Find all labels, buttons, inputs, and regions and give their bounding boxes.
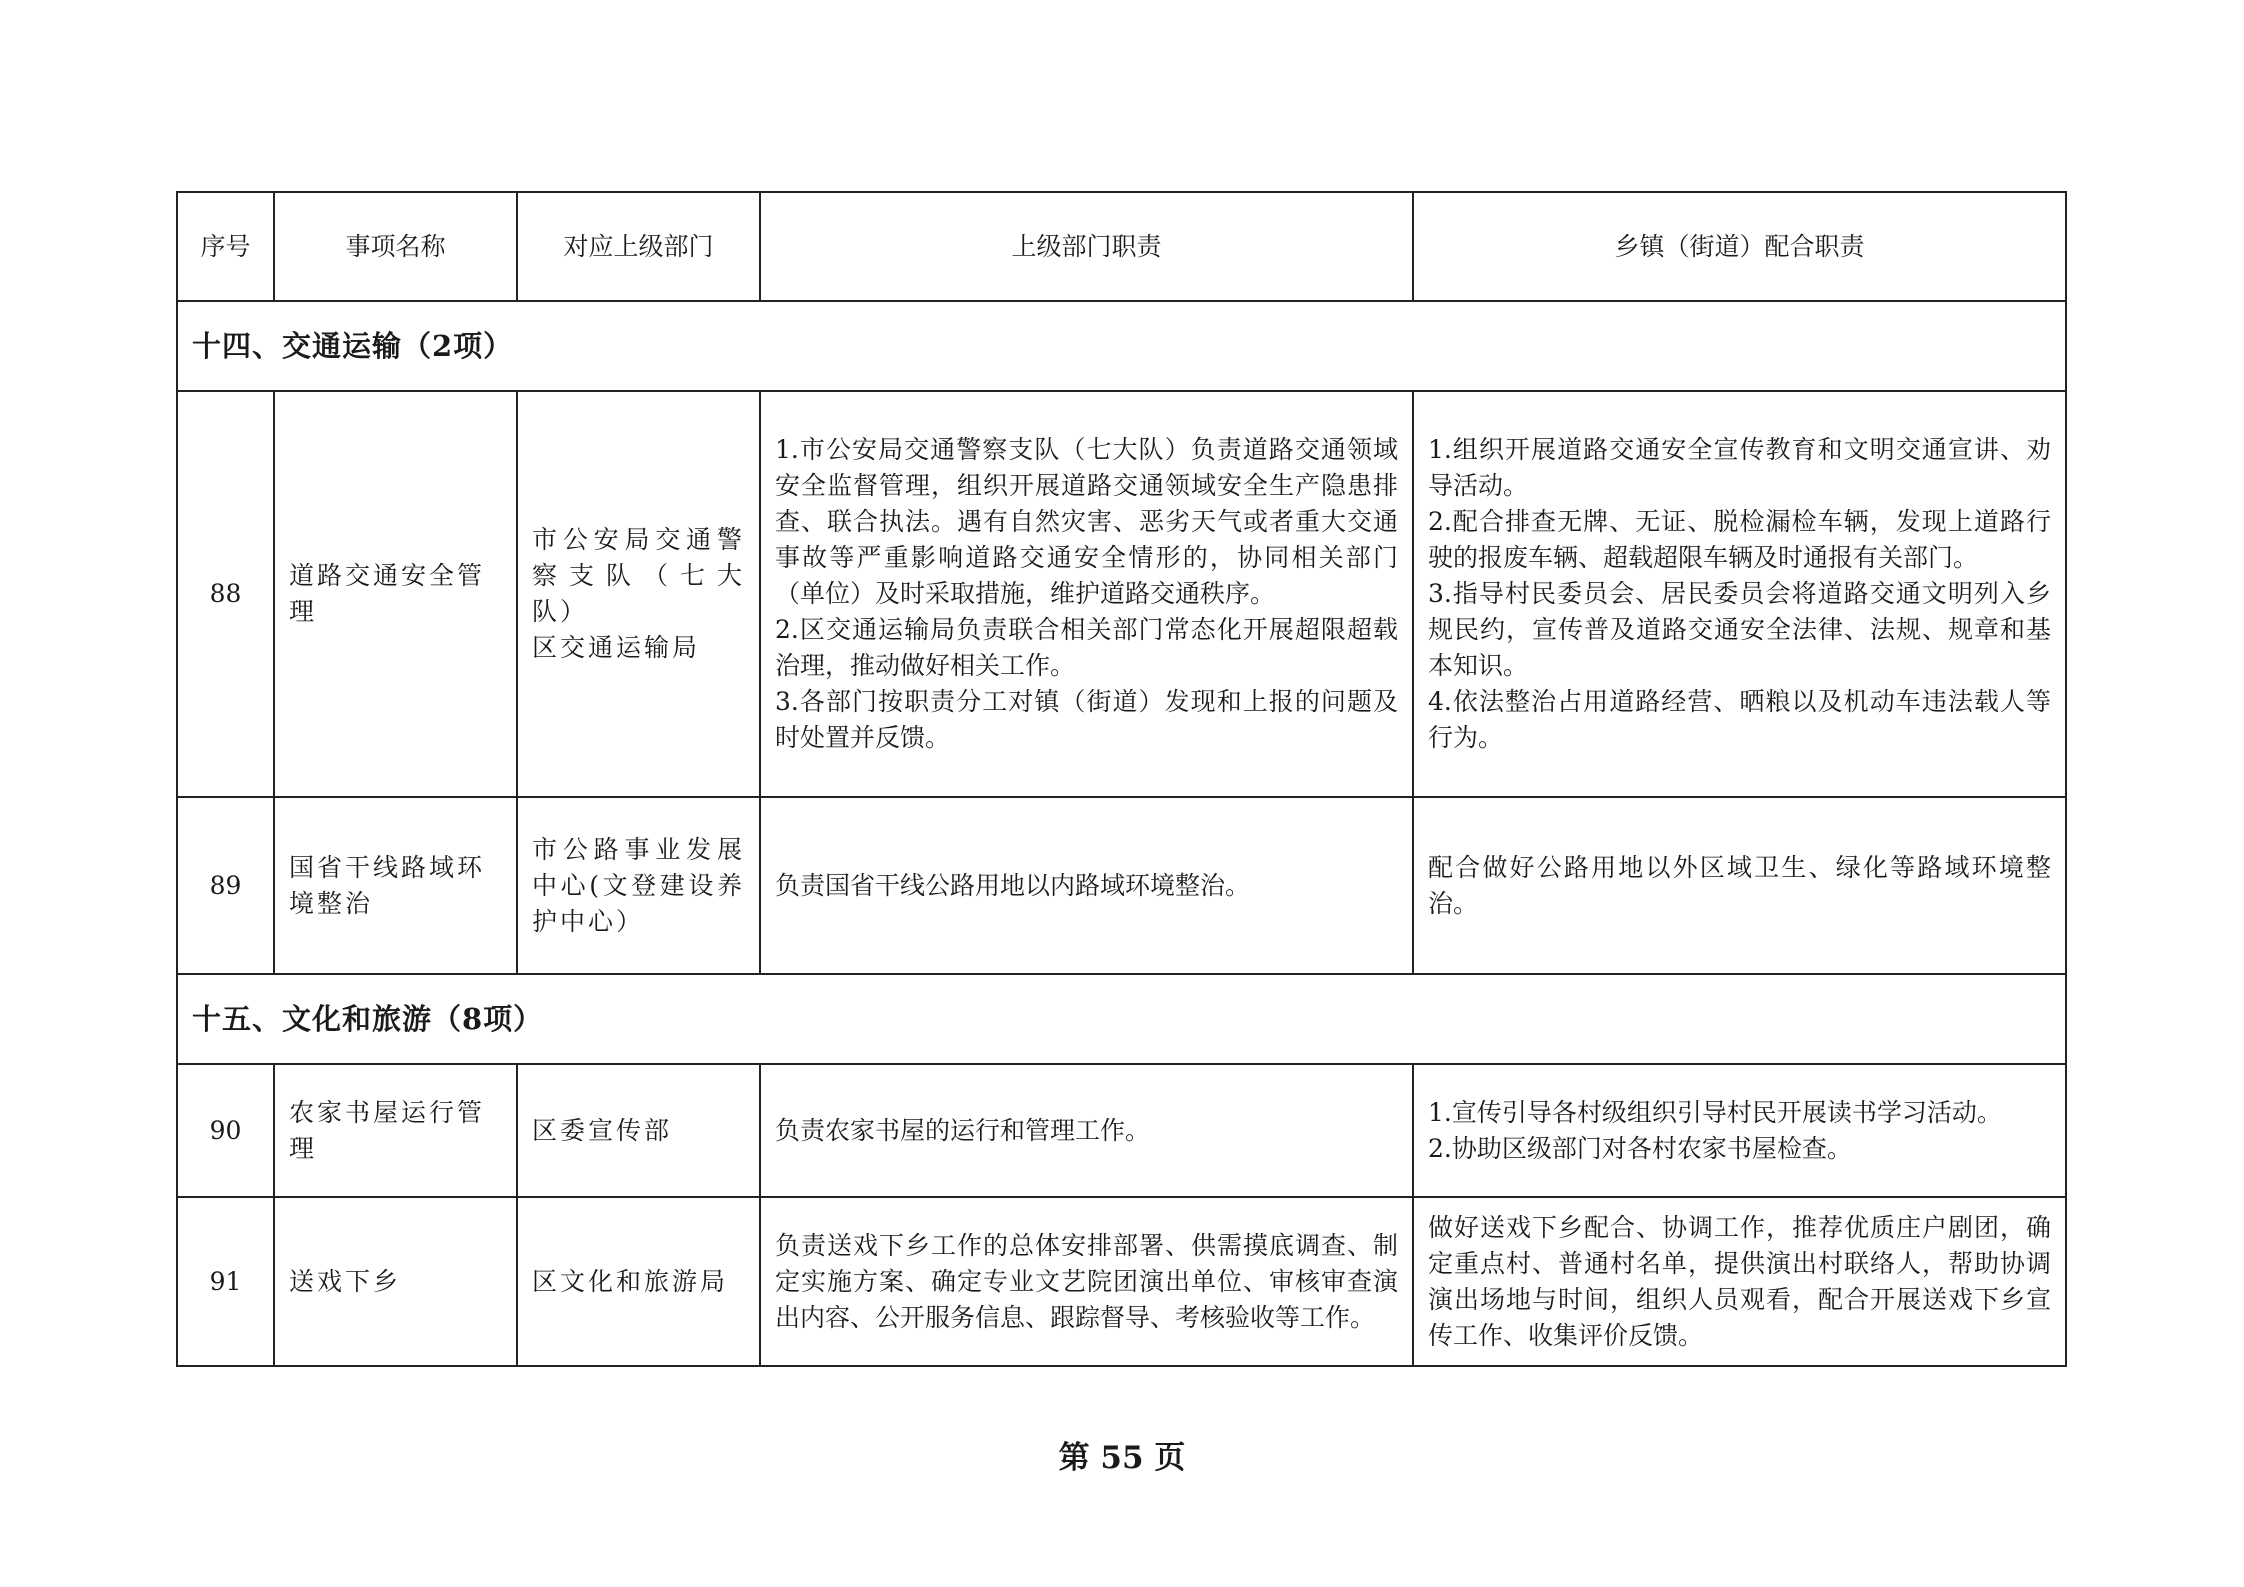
town-duty: 配合做好公路用地以外区域卫生、绿化等路域环境整治。 [1413, 797, 2066, 974]
row-number: 90 [177, 1064, 274, 1197]
header-upper-dept: 对应上级部门 [517, 192, 760, 301]
upper-duty: 负责国省干线公路用地以内路域环境整治。 [760, 797, 1413, 974]
item-name: 国省干线路域环境整治 [274, 797, 517, 974]
table-header-row [177, 192, 2066, 301]
header-item-name: 事项名称 [274, 192, 517, 301]
responsibility-table [176, 191, 2067, 1367]
section-title: 十四、交通运输（2项） [177, 301, 2066, 391]
town-duty: 1.宣传引导各村级组织引导村民开展读书学习活动。 2.协助区级部门对各村农家书屋检查。 [1413, 1064, 2066, 1197]
section-row [177, 974, 2066, 1064]
item-name: 送戏下乡 [274, 1197, 517, 1366]
item-name: 道路交通安全管理 [274, 391, 517, 797]
page-number: 第 55 页 [1058, 1440, 1186, 1476]
section-title: 十五、文化和旅游（8项） [177, 974, 2066, 1064]
table-row [177, 1197, 2066, 1366]
row-number: 88 [177, 391, 274, 797]
header-upper-duty: 上级部门职责 [760, 192, 1413, 301]
row-number: 89 [177, 797, 274, 974]
row-number: 91 [177, 1197, 274, 1366]
town-duty: 1.组织开展道路交通安全宣传教育和文明交通宣讲、劝导活动。 2.配合排查无牌、无证、脱检漏检车辆，发现上道路行驶的报废车辆、超载超限车辆及时通报有关部门。 3.指导村民委员会、居民委员会将道路交通文明列入乡规民约，宣传普及道路交通安全法律、法规、规章和基本知识。 4.依法整治占用道路经营、晒粮以及机动车违法载人等行为。 [1413, 391, 2066, 797]
table-row [177, 1064, 2066, 1197]
header-no: 序号 [177, 192, 274, 301]
upper-duty: 1.市公安局交通警察支队（七大队）负责道路交通领域安全监督管理，组织开展道路交通领域安全生产隐患排查、联合执法。遇有自然灾害、恶劣天气或者重大交通事故等严重影响道路交通安全情形的，协同相关部门（单位）及时采取措施，维护道路交通秩序。 2.区交通运输局负责联合相关部门常态化开展超限超载治理，推动做好相关工作。 3.各部门按职责分工对镇（街道）发现和上报的问题及时处置并反馈。 [760, 391, 1413, 797]
upper-dept: 区委宣传部 [517, 1064, 760, 1197]
table-row [177, 797, 2066, 974]
section-row [177, 301, 2066, 391]
item-name: 农家书屋运行管理 [274, 1064, 517, 1197]
upper-dept: 市公安局交通警察支队（七大队） 区交通运输局 [517, 391, 760, 797]
upper-duty: 负责送戏下乡工作的总体安排部署、供需摸底调查、制定实施方案、确定专业文艺院团演出单位、审核审查演出内容、公开服务信息、跟踪督导、考核验收等工作。 [760, 1197, 1413, 1366]
town-duty: 做好送戏下乡配合、协调工作，推荐优质庄户剧团，确定重点村、普通村名单，提供演出村联络人，帮助协调演出场地与时间，组织人员观看，配合开展送戏下乡宣传工作、收集评价反馈。 [1413, 1197, 2066, 1366]
header-town-duty: 乡镇（街道）配合职责 [1413, 192, 2066, 301]
upper-dept: 市公路事业发展中心(文登建设养护中心） [517, 797, 760, 974]
upper-duty: 负责农家书屋的运行和管理工作。 [760, 1064, 1413, 1197]
table-row [177, 391, 2066, 797]
upper-dept: 区文化和旅游局 [517, 1197, 760, 1366]
